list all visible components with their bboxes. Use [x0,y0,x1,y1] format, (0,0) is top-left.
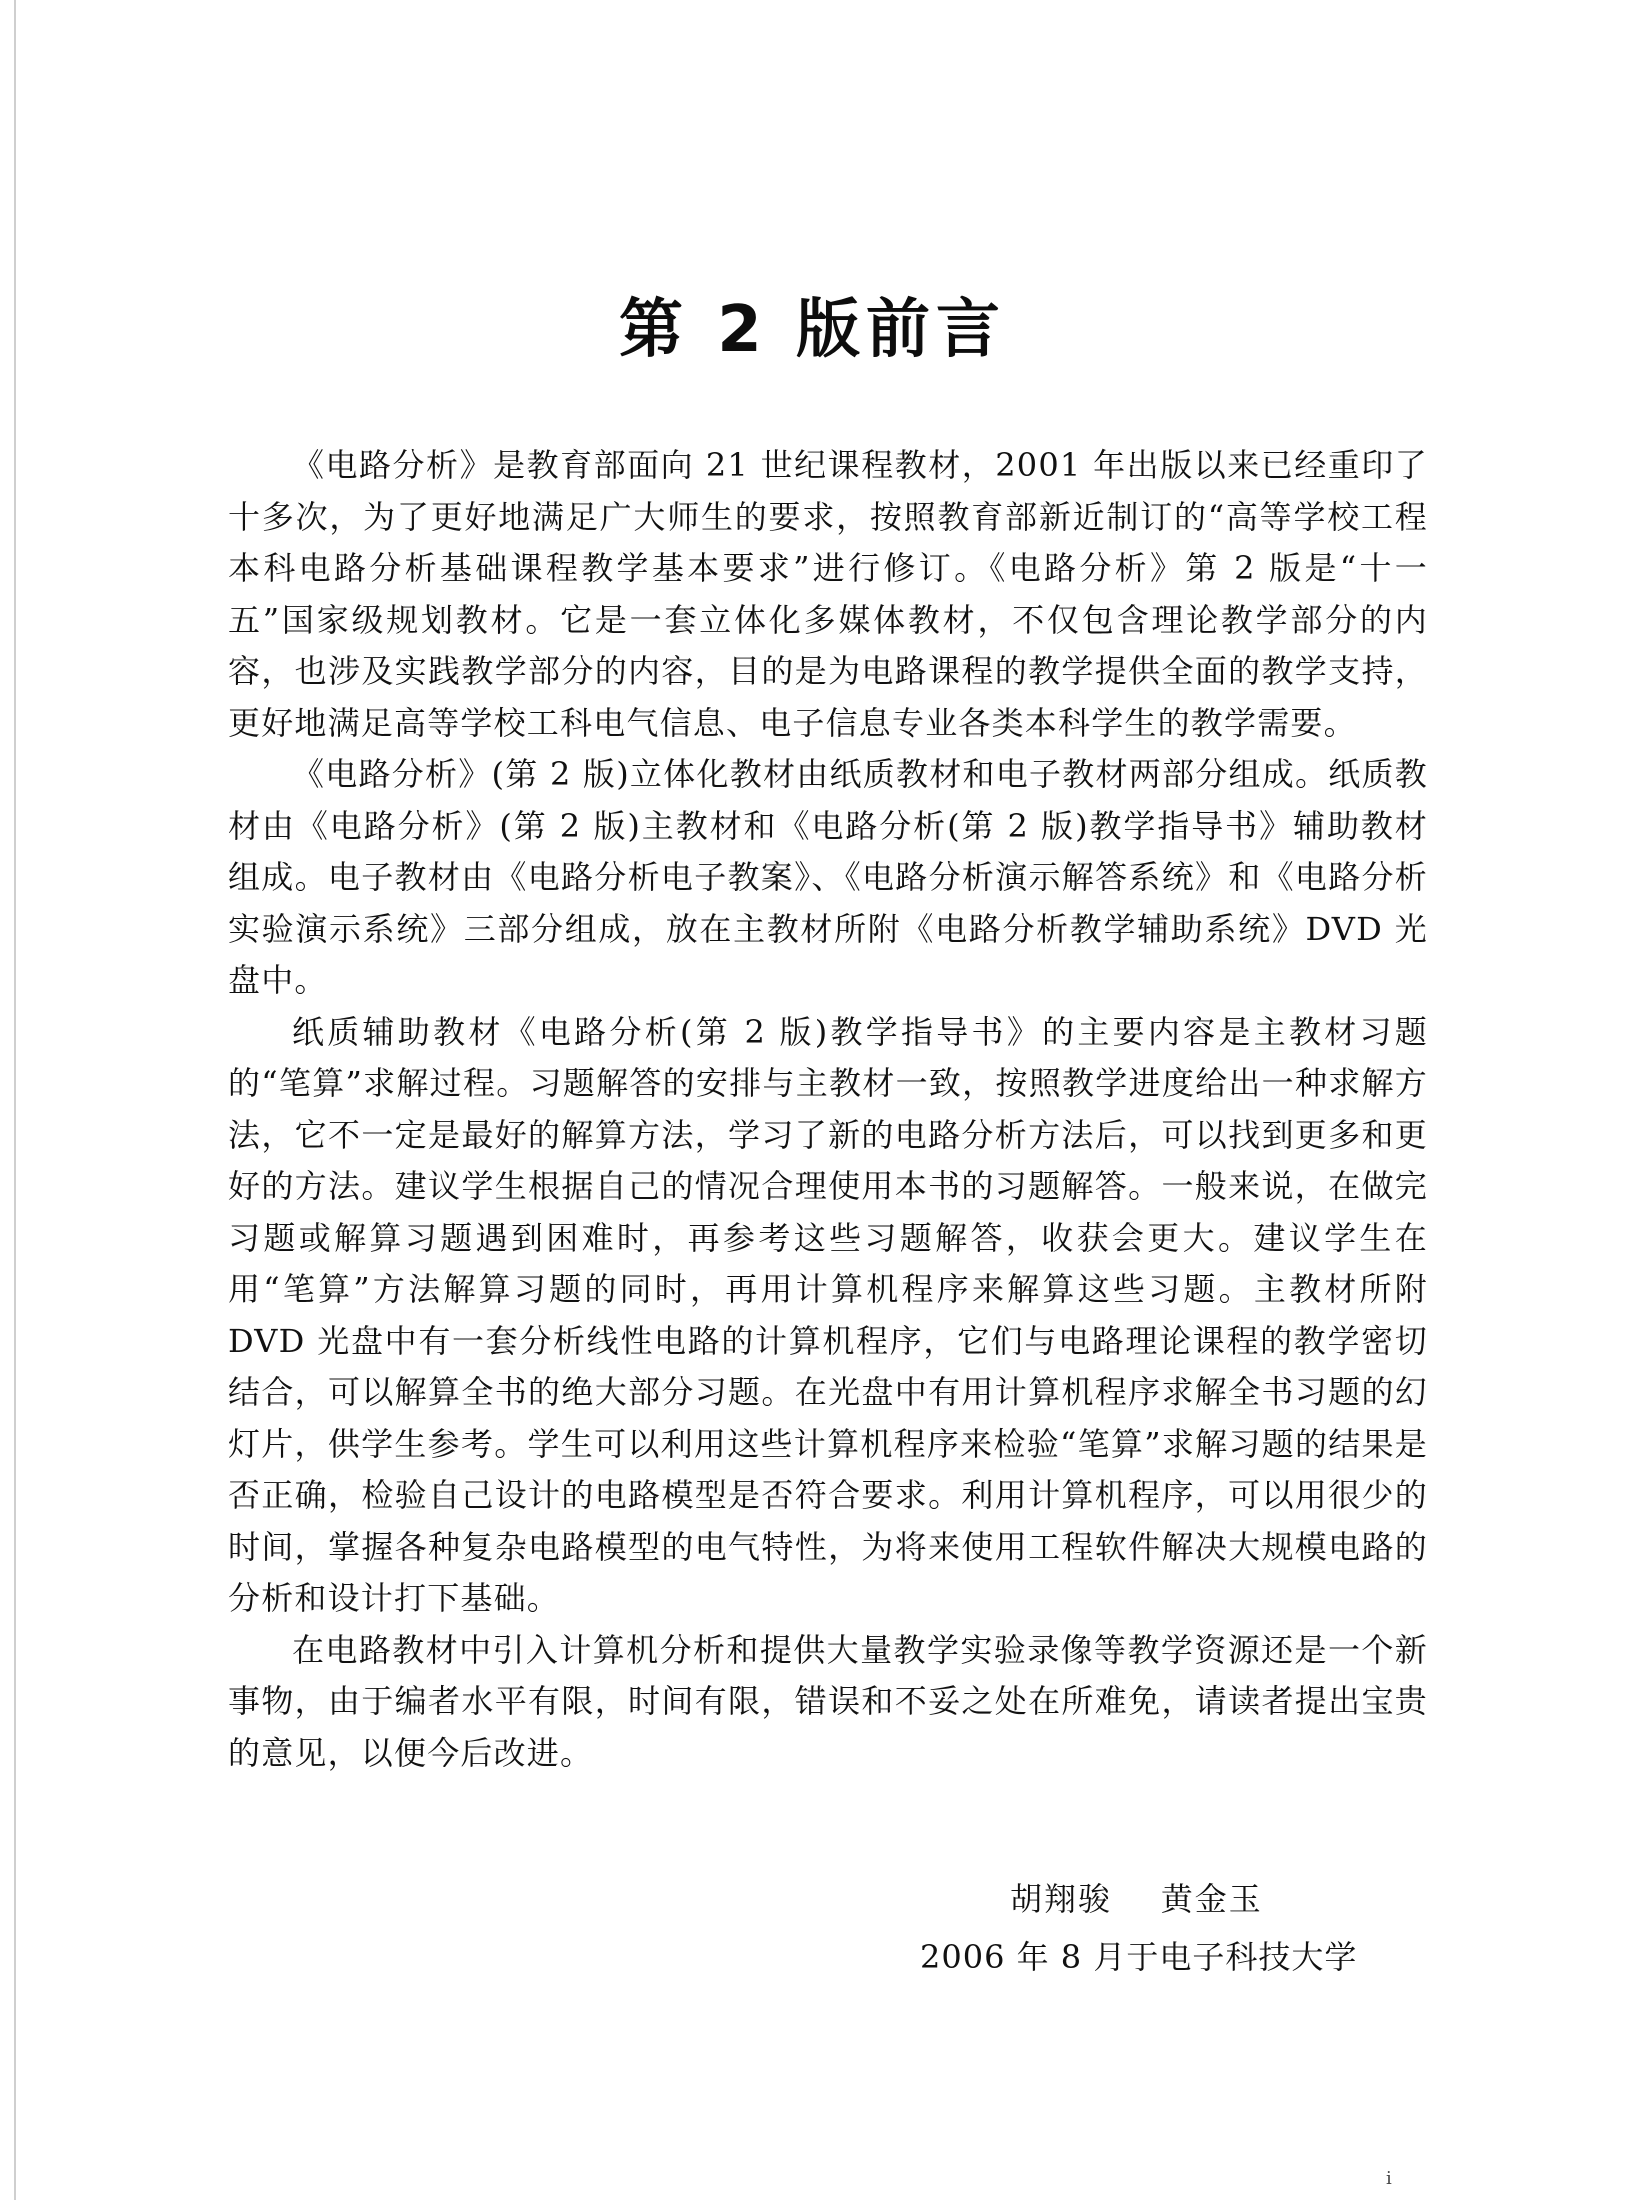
page-number: i [1386,2168,1392,2189]
authors: 胡翔骏 黄金玉 [1010,1880,1263,1918]
preface-body [228,440,1428,1779]
page-title: 第 2 版前言 [618,293,1007,367]
paragraph-4: 在电路教材中引入计算机分析和提供大量教学实验录像等教学资源还是一个新事物，由于编者水平有限，时间有限，错误和不妥之处在所难免，请读者提出宝贵的意见，以便今后改进。 [228,1630,1428,1772]
date-place: 2006 年 8 月于电子科技大学 [920,1938,1358,1976]
paragraph-1: 《电路分析》是教育部面向 21 世纪课程教材，2001 年出版以来已经重印了十多次，为了更好地满足广大师生的要求，按照教育部新近制订的“高等学校工程本科电路分析基础课程教学基本要求”进行修订。《电路分析》第 2 版是“十一五”国家级规划教材。它是一套立体化多媒体教材，不仅包含理论教学部分的内容，也涉及实践教学部分的内容，目的是为电路课程的教学提供全面的教学支持，更好地满足高等学校工科电气信息、电子信息专业各类本科学生的教学需要。 [228,446,1428,742]
paragraph-2: 《电路分析》(第 2 版)立体化教材由纸质教材和电子教材两部分组成。纸质教材由《电路分析》(第 2 版)主教材和《电路分析(第 2 版)教学指导书》辅助教材组成。电子教材由《电路分析电子教案》、《电路分析演示解答系统》和《电路分析实验演示系统》三部分组成，放在主教材所附《电路分析教学辅助系统》DVD 光盘中。 [228,755,1428,999]
paragraph-3: 纸质辅助教材《电路分析(第 2 版)教学指导书》的主要内容是主教材习题的“笔算”求解过程。习题解答的安排与主教材一致，按照教学进度给出一种求解方法，它不一定是最好的解算方法，学习了新的电路分析方法后，可以找到更多和更好的方法。建议学生根据自己的情况合理使用本书的习题解答。一般来说，在做完习题或解算习题遇到困难时，再参考这些习题解答，收获会更大。建议学生在用“笔算”方法解算习题的同时，再用计算机程序来解算这些习题。主教材所附 DVD 光盘中有一套分析线性电路的计算机程序，它们与电路理论课程的教学密切结合，可以解算全书的绝大部分习题。在光盘中有用计算机程序求解全书习题的幻灯片，供学生参考。学生可以利用这些计算机程序来检验“笔算”求解习题的结果是否正确，检验自己设计的电路模型是否符合要求。利用计算机程序，可以用很少的时间，掌握各种复杂电路模型的电气特性，为将来使用工程软件解决大规模电路的分析和设计打下基础。 [228,1012,1428,1617]
signature-block [920,1870,1440,1986]
